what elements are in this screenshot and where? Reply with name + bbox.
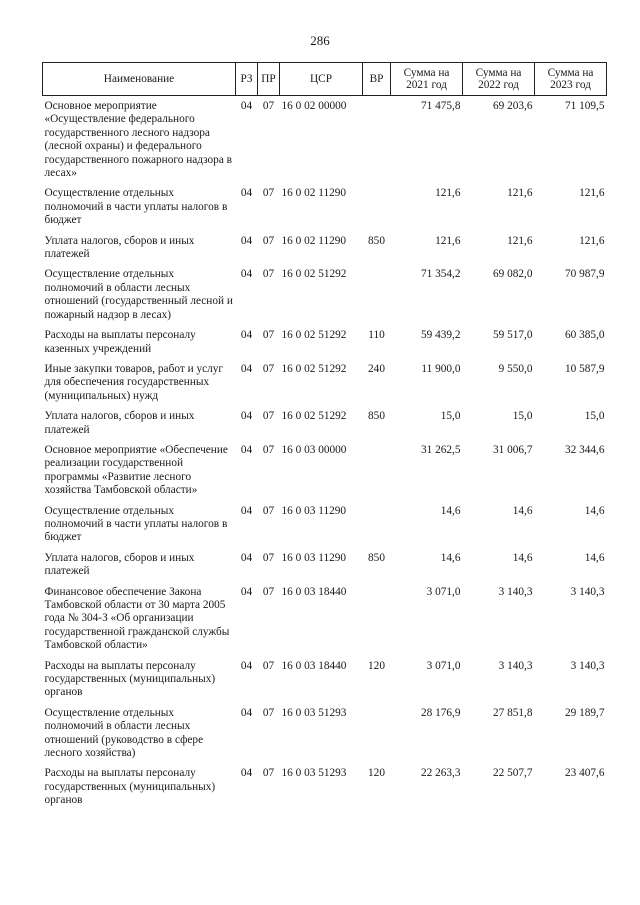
cell-name: Осуществление отдельных полномочий в области лесных отношений (государственный лесной и пожарный надзор в лесах) [44,268,233,321]
cell-rz: 04 [240,504,253,517]
cell-pr: 07 [262,362,275,375]
cell-vr: 850 [368,234,385,247]
cell-sum-2021: 71 475,8 [420,100,461,112]
cell-sum-2021: 31 262,5 [420,443,461,456]
cell-sum-2021: 15,0 [440,410,461,423]
cell-sum-2022: 69 082,0 [492,268,533,281]
table-row [43,767,607,814]
cell-vr [363,187,391,234]
cell-vr: 120 [368,767,385,780]
cell-rz: 04 [240,551,253,564]
cell-csr: 16 0 02 00000 [281,100,347,112]
cell-sum-2022: 121,6 [507,234,533,247]
budget-table [42,62,607,815]
cell-name: Осуществление отдельных полномочий в области лесных отношений (руководство в сфере лесного хозяйства) [44,706,204,760]
cell-sum-2021: 121,6 [435,234,461,247]
cell-sum-2021: 71 354,2 [420,268,461,281]
table-row [43,660,607,707]
cell-rz: 04 [240,443,253,456]
cell-sum-2022: 59 517,0 [492,329,533,342]
cell-vr: 120 [368,659,385,672]
cell-rz: 04 [240,329,253,342]
cell-sum-2023: 3 140,3 [570,585,605,598]
cell-name: Осуществление отдельных полномочий в части уплаты налогов в бюджет [44,504,228,544]
cell-vr: 850 [368,410,385,423]
cell-sum-2022: 3 140,3 [498,659,533,672]
cell-pr: 07 [262,187,275,200]
cell-rz: 04 [240,585,253,598]
cell-sum-2023: 14,6 [584,551,605,564]
cell-csr: 16 0 02 11290 [281,187,347,200]
table-row [43,363,607,410]
header-vr: ВР [363,63,391,96]
table-row [43,235,607,269]
cell-sum-2022: 3 140,3 [498,585,533,598]
cell-csr: 16 0 02 51292 [281,329,347,342]
cell-pr: 07 [262,234,275,247]
cell-vr [363,268,391,329]
header-sum-2021: Сумма на 2021 год [391,63,463,96]
cell-sum-2021: 14,6 [440,504,461,517]
cell-name: Основное мероприятие «Осуществление федерального государственного лесного надзора (лесной охраны) и федерального государственного пожарного надзора в лесах» [44,100,233,180]
cell-sum-2023: 70 987,9 [564,268,605,281]
table-row [43,329,607,363]
table-row [43,586,607,660]
cell-vr [363,96,391,188]
cell-rz: 04 [240,268,253,281]
header-sum-2023: Сумма на 2023 год [535,63,607,96]
cell-pr: 07 [262,329,275,342]
cell-rz: 04 [240,410,253,423]
header-csr: ЦСР [280,63,363,96]
cell-sum-2023: 121,6 [579,187,605,200]
cell-rz: 04 [240,362,253,375]
table-row [43,268,607,329]
cell-csr: 16 0 02 51292 [281,268,347,281]
cell-sum-2023: 32 344,6 [564,443,605,456]
cell-sum-2022: 15,0 [512,410,533,423]
cell-name: Основное мероприятие «Обеспечение реализации государственной программы «Развитие лесного хозяйства Тамбовской области» [44,443,228,497]
cell-sum-2021: 22 263,3 [420,767,461,780]
cell-name: Расходы на выплаты персоналу казенных учреждений [44,329,196,355]
cell-sum-2021: 59 439,2 [420,329,461,342]
header-name: Наименование [43,63,236,96]
cell-sum-2023: 14,6 [584,504,605,517]
cell-sum-2023: 121,6 [579,234,605,247]
cell-pr: 07 [262,504,275,517]
cell-pr: 07 [262,268,275,281]
cell-name: Расходы на выплаты персоналу государственных (муниципальных) органов [44,767,216,807]
cell-sum-2021: 11 900,0 [421,362,461,375]
cell-name: Иные закупки товаров, работ и услуг для обеспечения государственных (муниципальных) нужд [44,362,224,402]
cell-pr: 07 [262,410,275,423]
cell-sum-2021: 3 071,0 [426,585,461,598]
cell-vr [363,505,391,552]
cell-sum-2023: 23 407,6 [564,767,605,780]
cell-csr: 16 0 03 51293 [281,767,347,780]
cell-pr: 07 [262,551,275,564]
cell-vr [363,444,391,505]
table-header [43,63,607,96]
cell-pr: 07 [262,585,275,598]
cell-name: Расходы на выплаты персоналу государственных (муниципальных) органов [44,659,216,699]
cell-sum-2023: 3 140,3 [570,659,605,672]
table-row [43,410,607,444]
cell-csr: 16 0 03 11290 [281,551,347,564]
table-row [43,187,607,234]
cell-pr: 07 [262,100,275,112]
cell-vr: 850 [368,551,385,564]
cell-sum-2022: 27 851,8 [492,706,533,719]
cell-rz: 04 [240,100,253,112]
cell-csr: 16 0 02 51292 [281,362,347,375]
cell-sum-2022: 121,6 [507,187,533,200]
cell-rz: 04 [240,187,253,200]
page-number: 286 [310,33,330,48]
cell-sum-2023: 60 385,0 [564,329,605,342]
cell-sum-2022: 9 550,0 [498,362,533,375]
cell-csr: 16 0 02 11290 [281,234,347,247]
table-row [43,444,607,505]
cell-sum-2023: 10 587,9 [564,362,605,375]
cell-name: Уплата налогов, сборов и иных платежей [44,234,195,261]
cell-sum-2022: 14,6 [512,504,533,517]
table-row [43,707,607,768]
cell-rz: 04 [240,767,253,780]
cell-pr: 07 [262,767,275,780]
cell-name: Уплата налогов, сборов и иных платежей [44,551,195,578]
cell-rz: 04 [240,234,253,247]
cell-sum-2021: 121,6 [435,187,461,200]
cell-sum-2022: 69 203,6 [492,100,533,112]
cell-csr: 16 0 03 18440 [281,659,347,672]
cell-sum-2022: 31 006,7 [492,443,533,456]
cell-sum-2023: 71 109,5 [564,100,605,112]
cell-sum-2022: 22 507,7 [492,767,533,780]
table-row [43,96,607,188]
cell-csr: 16 0 02 51292 [281,410,347,423]
table-row [43,505,607,552]
cell-sum-2023: 29 189,7 [564,706,605,719]
cell-name: Уплата налогов, сборов и иных платежей [44,410,195,436]
cell-sum-2022: 14,6 [512,551,533,564]
cell-csr: 16 0 03 11290 [281,504,347,517]
cell-pr: 07 [262,706,275,719]
cell-pr: 07 [262,659,275,672]
cell-rz: 04 [240,706,253,719]
cell-sum-2021: 3 071,0 [426,659,461,672]
header-sum-2022: Сумма на 2022 год [463,63,535,96]
cell-vr: 110 [368,329,385,342]
table-body [43,96,607,815]
cell-sum-2023: 15,0 [584,410,605,423]
cell-pr: 07 [262,443,275,456]
table-row [43,552,607,586]
cell-name: Осуществление отдельных полномочий в части уплаты налогов в бюджет [44,187,228,227]
cell-vr [363,586,391,660]
header-rz: РЗ [236,63,258,96]
header-pr: ПР [258,63,280,96]
cell-csr: 16 0 03 00000 [281,443,347,456]
cell-sum-2021: 14,6 [440,551,461,564]
cell-csr: 16 0 03 18440 [281,585,347,598]
cell-rz: 04 [240,659,253,672]
cell-vr: 240 [368,362,385,375]
cell-csr: 16 0 03 51293 [281,706,347,719]
cell-vr [363,707,391,768]
cell-sum-2021: 28 176,9 [420,706,461,719]
cell-name: Финансовое обеспечение Закона Тамбовской области от 30 марта 2005 года № 304-З «Об организации государственной гражданской службы Тамбовской области» [44,585,230,652]
